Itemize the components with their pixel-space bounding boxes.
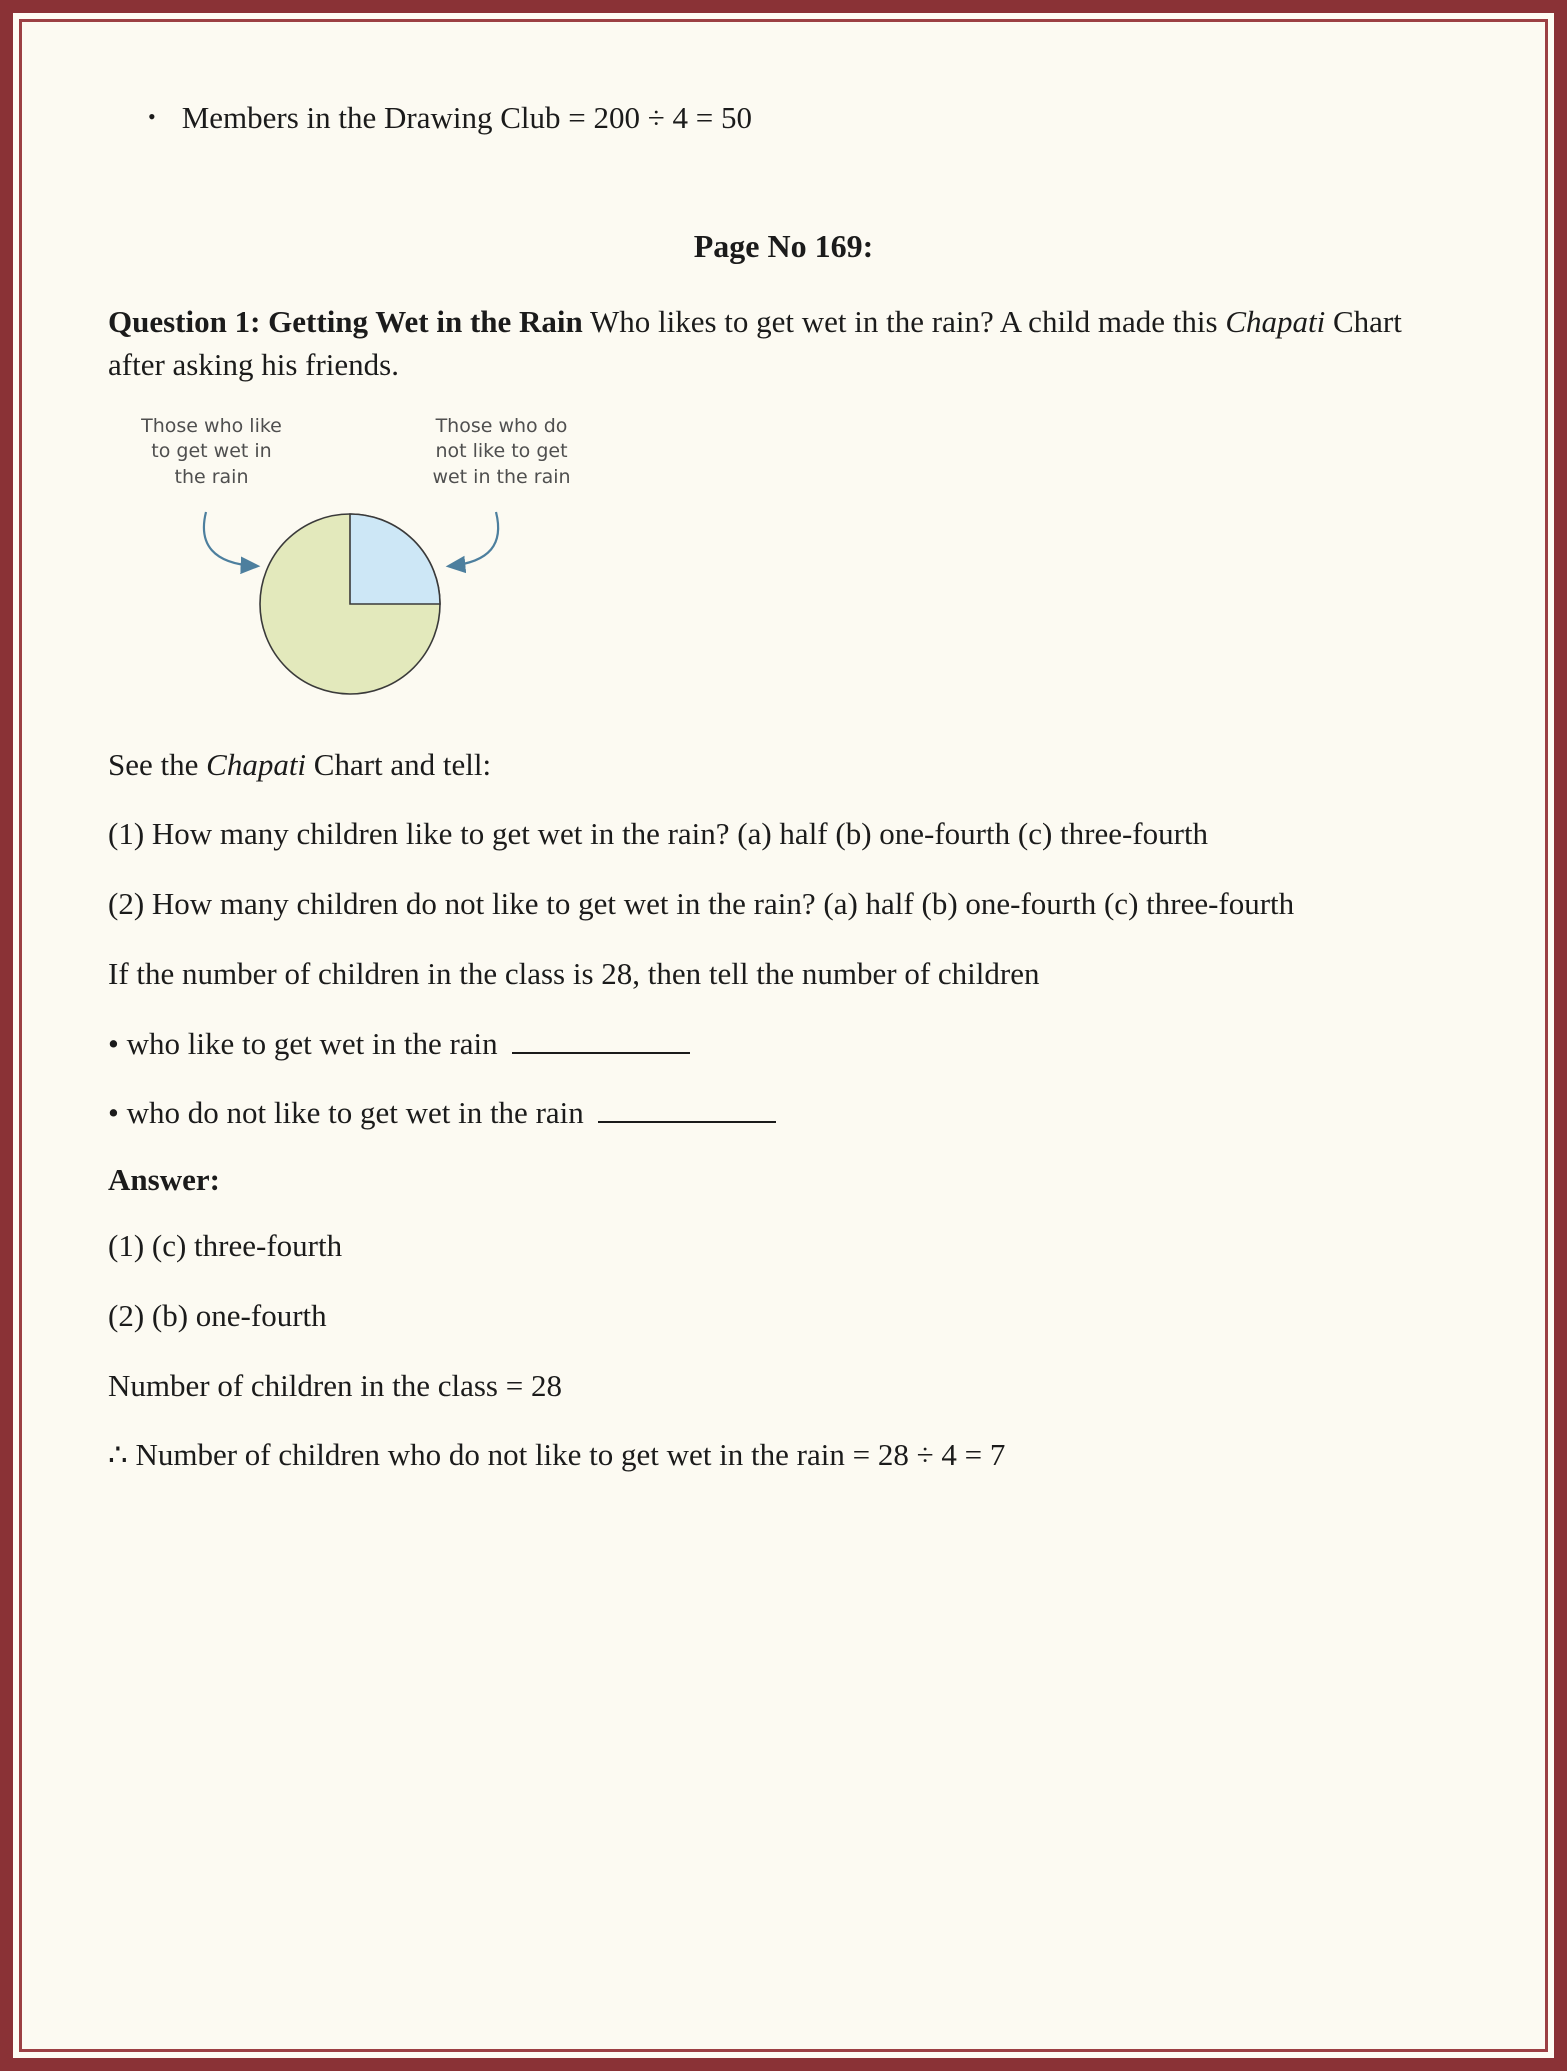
- chapati-word: Chapati: [1225, 304, 1326, 339]
- blank-line-not-like: [108, 1092, 1459, 1135]
- page-frame-gap: [13, 13, 1554, 2058]
- page-content-area: [19, 19, 1548, 2052]
- answer-1: (1) (c) three-fourth: [108, 1228, 343, 1264]
- answer-calculation: ∴ Number of children who do not like to get wet in the rain = 28 ÷ 4 = 7: [108, 1437, 1006, 1473]
- see-chart-post: Chart and tell:: [306, 746, 492, 782]
- condition-line: If the number of children in the class is 28, then tell the number of children: [108, 955, 1040, 991]
- chart-label-like-line1: Those who like: [141, 414, 282, 437]
- answer-class-count: Number of children in the class = 28: [108, 1367, 562, 1403]
- blank-line-like: [108, 1023, 1459, 1066]
- chart-label-like-line2: to get wet in: [151, 440, 272, 463]
- chart-label-like-line3: the rain: [174, 465, 249, 488]
- bullet-item-drawing-club: [148, 100, 1459, 136]
- arrow-to-like-slice: [204, 512, 256, 566]
- fill-in-blank-like: [512, 1023, 690, 1054]
- chart-label-not-like-line2: not like to get: [435, 440, 568, 463]
- question-1-label: Question 1: Getting Wet in the Rain: [108, 304, 583, 339]
- sub-question-2: (2) How many children do not like to get wet in the rain? (a) half (b) one-fourth (c) three-fourth: [108, 886, 1295, 922]
- answer-heading: Answer:: [108, 1162, 220, 1198]
- chart-label-not-like-line1: Those who do: [435, 414, 568, 437]
- chapati-chart-figure: [118, 414, 778, 714]
- chart-label-not-like-line3: wet in the rain: [432, 465, 571, 488]
- question-1-intro-end: Chart after asking his friends.: [108, 304, 1402, 382]
- arrow-to-not-like-slice: [450, 512, 498, 566]
- see-chart-line: [108, 744, 1459, 787]
- page-number-heading: Page No 169:: [693, 228, 874, 264]
- blank-line-like-label: • who like to get wet in the rain: [108, 1025, 498, 1061]
- question-1-intro: Who likes to get wet in the rain? A child made this: [582, 304, 1226, 339]
- bullet-icon: •: [148, 104, 156, 129]
- chapati-word-2: Chapati: [206, 746, 307, 782]
- fill-in-blank-not-like: [598, 1092, 776, 1123]
- blank-line-not-like-label: • who do not like to get wet in the rain: [108, 1095, 584, 1131]
- chapati-pie-chart: [118, 414, 778, 714]
- bullet-text: Members in the Drawing Club = 200 ÷ 4 = 50: [181, 100, 753, 135]
- pie-slice-not-like: [350, 514, 440, 604]
- question-1-paragraph: [108, 301, 1459, 387]
- sub-question-1: (1) How many children like to get wet in the rain? (a) half (b) one-fourth (c) three-fourth: [108, 816, 1209, 852]
- answer-2: (2) (b) one-fourth: [108, 1297, 327, 1333]
- see-chart-pre: See the: [108, 746, 207, 782]
